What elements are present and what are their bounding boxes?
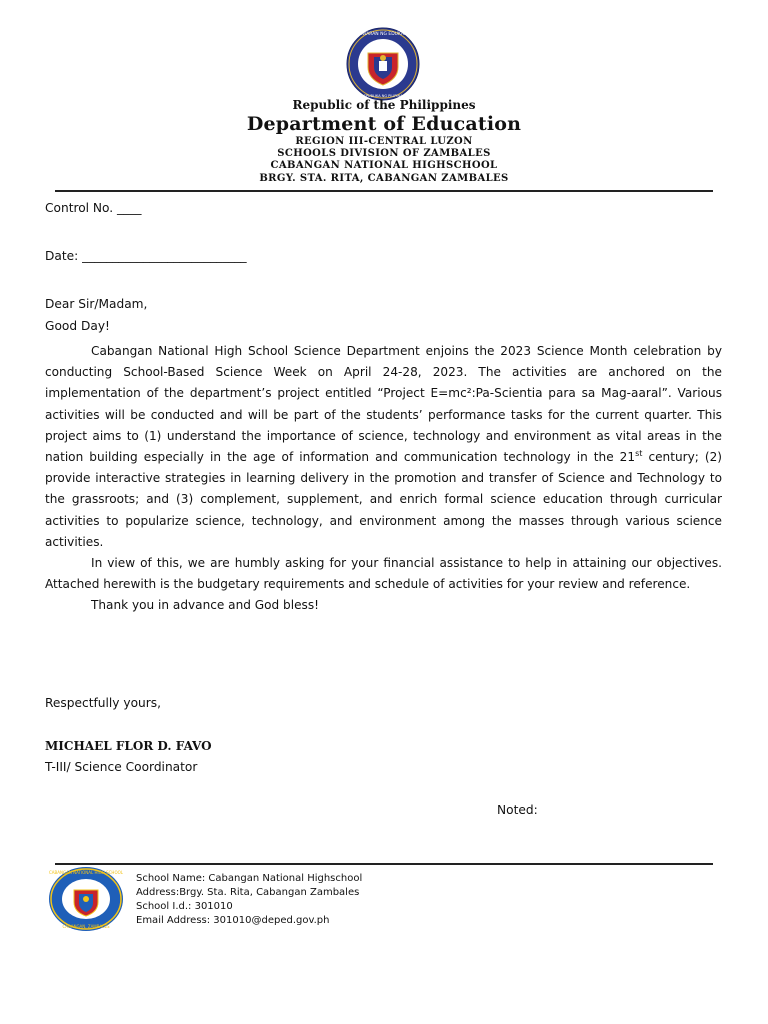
header-division: SCHOOLS DIVISION OF ZAMBALES [277,148,491,159]
header-school: CABANGAN NATIONAL HIGHSCHOOL [270,160,498,171]
header-republic: Republic of the Philippines [292,98,476,112]
footer-address: Address:Brgy. Sta. Rita, Cabangan Zambales [136,887,360,898]
header-address: BRGY. STA. RITA, CABANGAN ZAMBALES [259,173,509,184]
paragraph-2: In view of this, we are humbly asking for your financial assistance to help in attaining our objectives. Attached herewith is the budgetary requirements and schedule of activities for your review and reference. [45,556,722,592]
school-seal-logo [48,866,124,932]
svg-text:REPUBLIKA NG PILIPINAS: REPUBLIKA NG PILIPINAS [361,94,405,98]
header-region: REGION III-CENTRAL LUZON [295,136,473,147]
noted-label: Noted: [497,803,538,817]
signer-name: MICHAEL FLOR D. FAVO [45,739,212,753]
paragraph-1: Cabangan National High School Science Department enjoins the 2023 Science Month celebration by conducting School-Based Science Week on April 24-28, 2023. The activities are anchored on the implementation of the department’s project entitled “Project E=mc²:Pa-Scientia para sa Mag-aaral”. Various activities will be conducted and will be part of the students’ performance tasks for the current quarter. This project aims to (1) understand the importance of science, technology and environment as vital areas in the nation building especially in the age of information and communication technology in the 21st century; (2) provide interactive strategies in learning delivery in the promotion and transfer of Science and Technology to the grassroots; and (3) complement, supplement, and enrich formal science education through curricular activities to popularize science, technology, and environment among the masses through various science activities. [45,344,722,549]
svg-text:KAGAWARAN NG EDUKASYON: KAGAWARAN NG EDUKASYON [349,32,417,37]
paragraph-3: Thank you in advance and God bless! [91,598,319,613]
svg-text:CABANGAN NATIONAL HIGH SCHOOL: CABANGAN NATIONAL HIGH SCHOOL [49,870,123,875]
footer-email: Email Address: 301010@deped.gov.ph [136,915,330,926]
salutation: Dear Sir/Madam, [45,297,148,311]
letter-body [45,341,722,617]
closing: Respectfully yours, [45,696,161,710]
header-divider [55,190,713,192]
signer-title: T-III/ Science Coordinator [45,760,198,774]
header-department: Department of Education [246,113,522,135]
footer-divider [55,863,713,865]
date-line: Date: ___________________________ [45,249,247,263]
footer-school-name: School Name: Cabangan National Highschool [136,873,363,884]
deped-seal-logo [346,27,420,101]
svg-text:CABANGAN, ZAMBALES: CABANGAN, ZAMBALES [62,924,110,929]
footer-school-id: School I.d.: 301010 [136,901,233,912]
footer-school-info [136,872,362,928]
greeting: Good Day! [45,319,110,333]
control-number: Control No. ____ [45,201,142,215]
